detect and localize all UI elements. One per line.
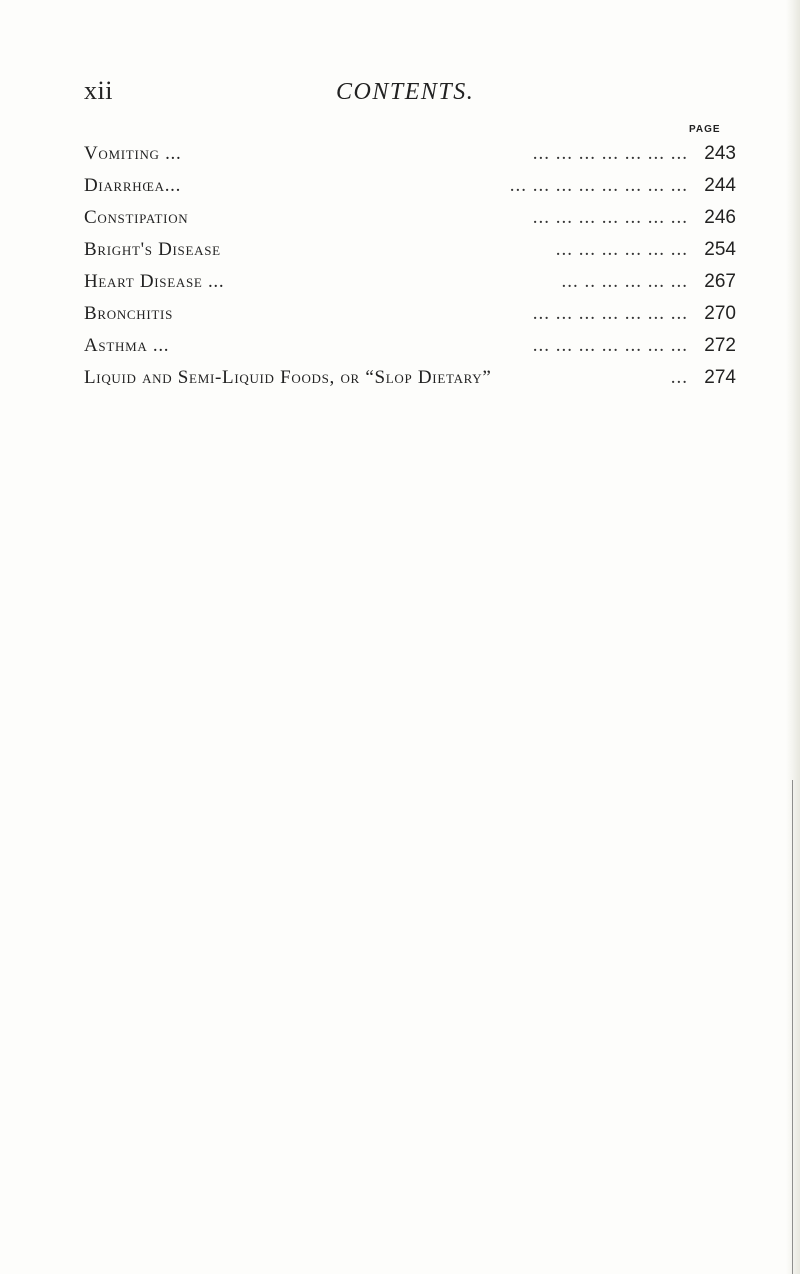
contents-entry-brights-disease[interactable]	[84, 238, 736, 270]
entry-page: 267	[700, 270, 736, 294]
dot-leader: ... ... ... ... ... ... ...	[532, 335, 688, 356]
entry-page: 244	[700, 174, 736, 198]
entry-page: 246	[700, 206, 736, 230]
entry-title: Constipation	[84, 206, 198, 230]
entry-title: Bright's Disease	[84, 238, 231, 262]
contents-entry-vomiting[interactable]	[84, 142, 736, 174]
entry-page: 274	[700, 366, 736, 390]
dot-leader: ... ... ... ... ... ... ...	[532, 143, 688, 164]
contents-entry-diarrhoea[interactable]	[84, 174, 736, 206]
entry-title: Heart Disease ...	[84, 270, 234, 294]
entry-title: Bronchitis	[84, 302, 183, 326]
entry-page: 270	[700, 302, 736, 326]
contents-entry-heart-disease[interactable]	[84, 270, 736, 302]
contents-entry-constipation[interactable]	[84, 206, 736, 238]
page-edge-line	[792, 780, 793, 1274]
entry-page: 254	[700, 238, 736, 262]
contents-entry-asthma[interactable]	[84, 334, 736, 366]
page-edge-shadow	[786, 0, 800, 1274]
entry-title: Diarrhœa...	[84, 174, 191, 198]
page-number: xii	[84, 76, 113, 105]
dot-leader: ... ... ... ... ... ... ...	[532, 207, 688, 228]
running-title: CONTENTS.	[336, 79, 475, 105]
dot-leader: ... ... ... ... ... ... ... ...	[509, 175, 688, 196]
dot-leader: ... ... ... ... ... ... ...	[532, 303, 688, 324]
entry-page: 243	[700, 142, 736, 166]
entry-title: Asthma ...	[84, 334, 179, 358]
contents-entry-bronchitis[interactable]	[84, 302, 736, 334]
entry-title: Liquid and Semi-Liquid Foods, or “Slop Dietary”	[84, 366, 502, 390]
dot-leader: ... ... ... ... ... ...	[555, 239, 688, 260]
entry-title: Vomiting ...	[84, 142, 191, 166]
page-column-label: PAGE	[689, 124, 721, 135]
entry-page: 272	[700, 334, 736, 358]
contents-list	[84, 142, 736, 398]
dot-leader: ... .. ... ... ... ...	[561, 271, 688, 292]
dot-leader: ...	[670, 367, 688, 388]
contents-entry-liquid-foods[interactable]	[84, 366, 736, 398]
